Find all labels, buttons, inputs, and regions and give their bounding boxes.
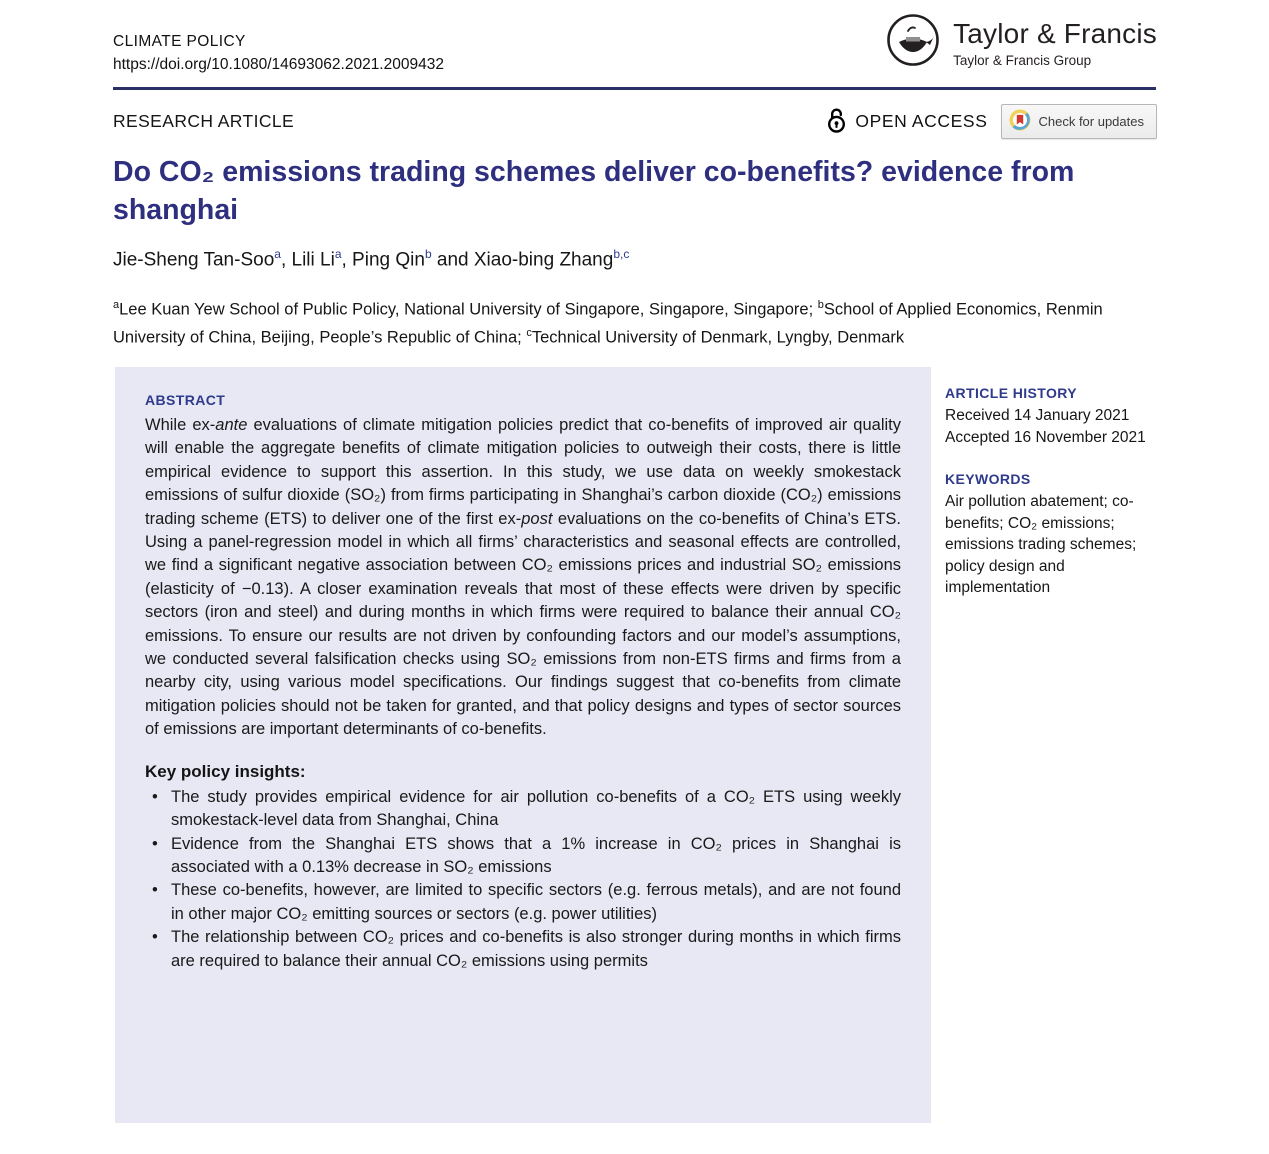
publisher-group-label: Taylor & Francis Group (953, 52, 1092, 68)
abstract-heading: ABSTRACT (145, 392, 226, 408)
key-policy-insights-heading: Key policy insights: (145, 761, 306, 781)
badges-group (826, 104, 1157, 139)
article-title: Do CO₂ emissions trading schemes deliver co-benefits? evidence from shanghai (113, 156, 1075, 226)
policy-insight-text: The study provides empirical evidence for air pollution co-benefits of a CO₂ ETS using weekly smokestack-level data from Shanghai, China (171, 787, 901, 830)
article-type-label: RESEARCH ARTICLE (113, 111, 295, 131)
open-lock-icon (826, 106, 847, 138)
policy-insight-text: The relationship between CO₂ prices and co-benefits is also stronger during months in which firms are required to balance their annual CO₂ emissions using permits (171, 928, 901, 970)
keywords-block (945, 471, 1164, 599)
journal-header (113, 33, 444, 74)
affiliations-line: $^a$Lee Kuan Yew School of Public Policy, National University of Singapore, Singapore, Singapore; $^b$School of Applied Economics, Renmin University of China, Beijing, People’s Republic of China; $^c$Technical University of Denmark, Lyngby, Denmark (113, 299, 1103, 346)
authors-line: Jie-Sheng Tan-Soo$^a$, Lili Li$^a$, Ping Qin$^b$ and Xiao-bing Zhang$^{b,c}$ (113, 247, 630, 271)
header-divider (113, 87, 1156, 90)
bullet-marker: • (152, 881, 158, 900)
article-meta-sidebar (945, 385, 1164, 599)
policy-insights-list (145, 786, 901, 973)
bullet-marker: • (152, 787, 158, 806)
open-access-label: OPEN ACCESS (855, 111, 988, 131)
check-for-updates-label: Check for updates (1038, 114, 1144, 129)
policy-insight-text: Evidence from the Shanghai ETS shows that a 1% increase in CO₂ prices in Shanghai is associated with a 0.13% decrease in SO₂ emissions (171, 834, 901, 876)
accepted-date: Accepted 16 November 2021 (945, 428, 1146, 446)
received-date: Received 14 January 2021 (945, 407, 1130, 424)
policy-insight-item (145, 833, 901, 880)
crossmark-icon (1009, 109, 1031, 134)
article-type-row (113, 104, 1157, 139)
publisher-logo (886, 13, 1157, 72)
open-access-badge (826, 106, 987, 138)
policy-insight-item (145, 786, 901, 833)
article-history-heading: ARTICLE HISTORY (945, 385, 1078, 401)
policy-insight-item (145, 926, 901, 973)
doi-link[interactable]: https://doi.org/10.1080/14693062.2021.2009432 (113, 56, 444, 73)
keywords-text: Air pollution abatement; co-benefits; CO₂ emissions; emissions trading schemes; policy design and implementation (945, 493, 1137, 596)
abstract-paragraph: While ex-ante evaluations of climate mitigation policies predict that co-benefits of improved air quality will enable the aggregate benefits of climate mitigation policies to outweigh their costs, there is little empirical evidence to support this assertion. In this study, we use data on weekly smokestack emissions of sulfur dioxide (SO₂) from firms participating in Shanghai’s carbon dioxide (CO₂) emissions trading scheme (ETS) to deliver one of the first ex-post evaluations on the co-benefits of China’s ETS. Using a panel-regression model in which all firms’ characteristics and seasonal effects are controlled, we find a significant negative association between CO₂ emissions prices and industrial SO₂ emissions (elasticity of −0.13). A closer examination reveals that most of these effects were driven by specific sectors (iron and steel) and during months in which firms were required to balance their annual CO₂ emissions. To ensure our results are not driven by confounding factors and our model’s assumptions, we conducted several falsification checks using SO₂ emissions from non-ETS firms and firms from a nearby city, using various model specifications. Our findings suggest that co-benefits from climate mitigation policies should not be taken for granted, and that policy designs and types of sector sources of emissions are important determinants of co-benefits. (145, 416, 902, 739)
policy-insight-item (145, 879, 901, 926)
keywords-heading: KEYWORDS (945, 471, 1031, 487)
policy-insight-text: These co-benefits, however, are limited to specific sectors (e.g. ferrous metals), and are not found in other major CO₂ emitting sources or sectors (e.g. power utilities) (171, 881, 901, 923)
check-for-updates-button[interactable] (1001, 104, 1157, 139)
taylor-francis-lamp-icon (886, 13, 940, 72)
journal-name: CLIMATE POLICY (113, 33, 246, 50)
bullet-marker: • (152, 928, 158, 947)
publisher-wordmark-block (953, 18, 1157, 68)
publisher-wordmark: Taylor & Francis (953, 17, 1157, 49)
bullet-marker: • (152, 834, 158, 853)
abstract-panel (115, 367, 931, 1123)
